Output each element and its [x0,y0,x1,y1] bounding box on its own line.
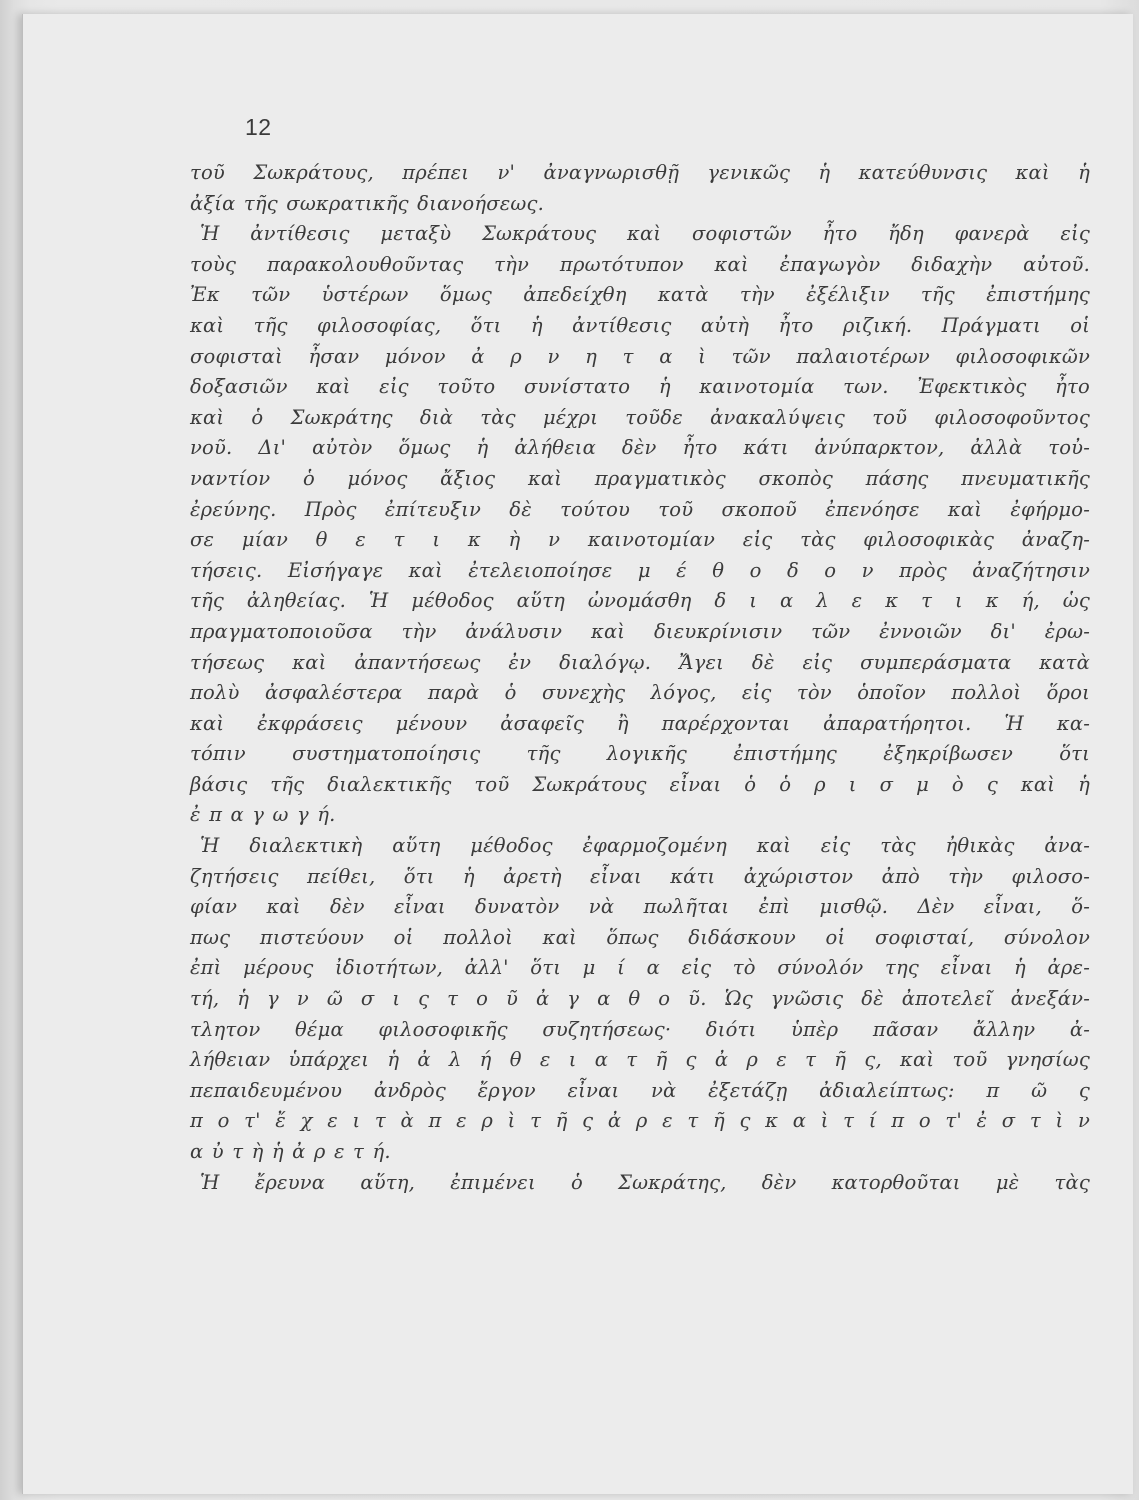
text-line: πολὺ ἀσφαλέστερα παρὰ ὁ συνεχὴς λόγος, εἰς τὸν ὁποῖον πολλοὶ ὅροι [190,681,1090,705]
text-line: τλητον θέμα φιλοσοφικῆς συζητήσεως· διότι ὑπὲρ πᾶσαν ἄλλην ἀ- [190,1017,1090,1041]
text-line: νοῦ. Δι' αὐτὸν ὅμως ἡ ἀλήθεια δὲν ἦτο κάτι ἀνύπαρκτον, ἀλλὰ τοὐ- [190,436,1090,460]
text-line: τήσεως καὶ ἀπαντήσεως ἐν διαλόγῳ. Ἄγει δὲ εἰς συμπεράσματα κατὰ [190,650,1090,674]
text-line: τή, ἡ γ ν ῶ σ ι ς τ ο ῦ ἀ γ α θ ο ῦ. Ὡς γνῶσις δὲ ἀποτελεῖ ἀνεξάν- [190,987,1090,1011]
text-line: λήθειαν ὑπάρχει ἡ ἀ λ ή θ ε ι α τ ῆ ς ἀ ρ ε τ ῆ ς, καὶ τοῦ γνησίως [190,1048,1090,1072]
text-line: ναντίον ὁ μόνος ἄξιος καὶ πραγματικὸς σκοπὸς πάσης πνευματικῆς [190,466,1090,490]
text-line: ἀξία τῆς σωκρατικῆς διανοήσεως. [190,191,544,215]
page-number: 12 [245,114,272,140]
text-line: τοὺς παρακολουθοῦντας τὴν πρωτότυπον καὶ ἐπαγωγὸν διδαχὴν αὐτοῦ. [190,252,1090,276]
text-line: πραγματοποιοῦσα τὴν ἀνάλυσιν καὶ διευκρίνισιν τῶν ἐννοιῶν δι' ἐρω- [190,619,1090,643]
text-line: ζητήσεις πείθει, ὅτι ἡ ἀρετὴ εἶναι κάτι ἀχώριστον ἀπὸ τὴν φιλοσο- [190,864,1090,888]
text-line: α ὐ τ ὴ ἡ ἀ ρ ε τ ή. [190,1140,391,1163]
text-line: π ο τ' ἔ χ ε ι τ ὰ π ε ρ ὶ τ ῆ ς ἀ ρ ε τ ῆ ς κ α ὶ τ ί π ο τ' ἐ σ τ ὶ ν [190,1109,1090,1133]
text-line: δοξασιῶν καὶ εἰς τοῦτο συνίστατο ἡ καινοτομία των. Ἐφεκτικὸς ἦτο [190,375,1090,399]
text-line: ἐρεύνης. Πρὸς ἐπίτευξιν δὲ τούτου τοῦ σκοποῦ ἐπενόησε καὶ ἐφήρμο- [190,497,1090,521]
text-line: Ἡ διαλεκτικὴ αὕτη μέθοδος ἐφαρμοζομένη καὶ εἰς τὰς ἠθικὰς ἀνα- [200,834,1090,858]
text-line: τόπιν συστηματοποίησις τῆς λογικῆς ἐπιστήμης ἐξηκρίβωσεν ὅτι [190,742,1090,766]
text-line: καὶ τῆς φιλοσοφίας, ὅτι ἡ ἀντίθεσις αὐτὴ ἦτο ριζική. Πράγματι οἱ [190,313,1090,337]
text-line: τοῦ Σωκράτους, πρέπει ν' ἀναγνωρισθῇ γενικῶς ἡ κατεύθυνσις καὶ ἡ [190,161,1090,184]
body-text [190,158,1090,1198]
text-line: βάσις τῆς διαλεκτικῆς τοῦ Σωκράτους εἶναι ὁ ὁ ρ ι σ μ ὸ ς καὶ ἡ [190,772,1090,796]
text-line: πεπαιδευμένου ἀνδρὸς ἔργον εἶναι νὰ ἐξετάζῃ ἀδιαλείπτως: π ῶ ς [190,1078,1090,1102]
text-line: Ἡ ἔρευνα αὕτη, ἐπιμένει ὁ Σωκράτης, δὲν κατορθοῦται μὲ τὰς [200,1170,1090,1194]
text-line: τῆς ἀληθείας. Ἡ μέθοδος αὕτη ὠνομάσθη δ ι α λ ε κ τ ι κ ή, ὡς [190,589,1090,613]
text-line: σε μίαν θ ε τ ι κ ὴ ν καινοτομίαν εἰς τὰς φιλοσοφικὰς ἀναζη- [190,528,1090,552]
text-line: σοφισταὶ ἦσαν μόνον ἀ ρ ν η τ α ὶ τῶν παλαιοτέρων φιλοσοφικῶν [190,344,1090,368]
text-line: ἐπὶ μέρους ἰδιοτήτων, ἀλλ' ὅτι μ ί α εἰς τὸ σύνολόν της εἶναι ἡ ἀρε- [190,956,1090,980]
text-line: φίαν καὶ δὲν εἶναι δυνατὸν νὰ πωλῆται ἐπὶ μισθῷ. Δὲν εἶναι, ὅ- [190,895,1090,919]
text-line: καὶ ὁ Σωκράτης διὰ τὰς μέχρι τοῦδε ἀνακαλύψεις τοῦ φιλοσοφοῦντος [190,405,1090,429]
text-line: Ἡ ἀντίθεσις μεταξὺ Σωκράτους καὶ σοφιστῶν ἦτο ἤδη φανερὰ εἰς [200,222,1090,246]
text-line: Ἐκ τῶν ὑστέρων ὅμως ἀπεδείχθη κατὰ τὴν ἐξέλιξιν τῆς ἐπιστήμης [190,283,1090,307]
text-line: καὶ ἐκφράσεις μένουν ἀσαφεῖς ἢ παρέρχονται ἀπαρατήρητοι. Ἡ κα- [190,711,1090,735]
text-line: τήσεις. Εἰσήγαγε καὶ ἐτελειοποίησε μ έ θ ο δ ο ν πρὸς ἀναζήτησιν [190,558,1090,582]
text-line: πως πιστεύουν οἱ πολλοὶ καὶ ὅπως διδάσκουν οἱ σοφισταί, σύνολον [190,925,1090,949]
text-line: ἐ π α γ ω γ ή. [190,803,336,827]
